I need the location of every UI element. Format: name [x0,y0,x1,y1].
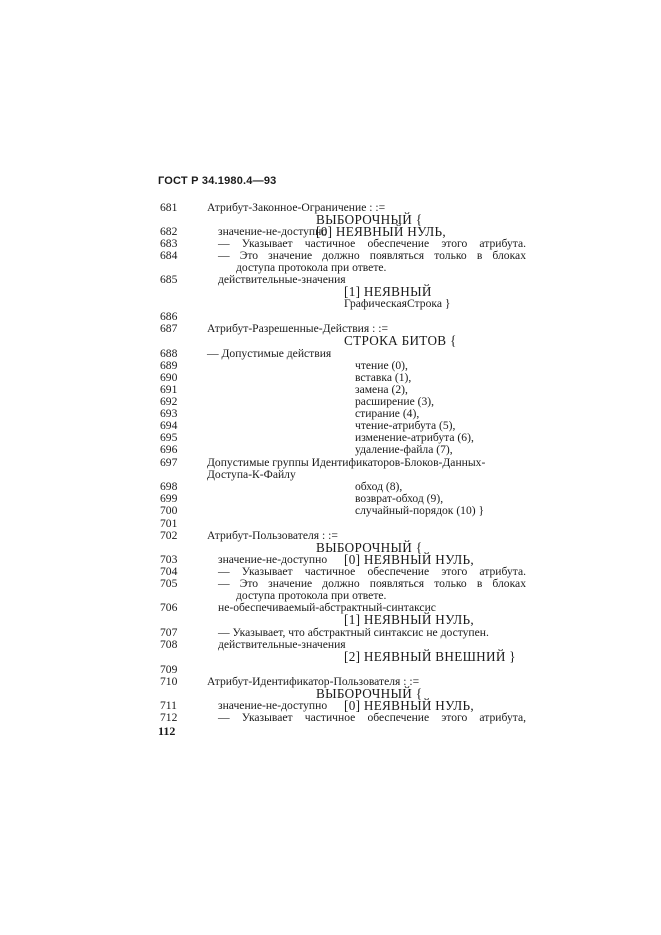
line-text: чтение-атрибута (5), [355,419,456,432]
line-number: 711 [160,699,177,712]
line-text: [0] НЕЯВНЫЙ НУЛЬ, [316,224,446,239]
line-number: 692 [160,395,178,408]
line-number: 691 [160,383,178,396]
line-number: 690 [160,371,178,384]
document-line [0,443,661,456]
line-number: 689 [160,359,178,372]
line-number: 694 [160,419,178,432]
line-number: 683 [160,237,178,250]
page-header: ГОСТ Р 34.1980.4—93 [158,175,277,187]
line-text: ВЫБОРОЧНЫЙ { [316,540,423,555]
line-number: 699 [160,492,178,505]
line-text: Атрибут-Пользователя : := [207,529,338,542]
line-text: — Это значение должно появляться только в блоках [218,577,526,590]
line-text: ВЫБОРОЧНЫЙ { [316,686,423,701]
line-text: доступа протокола при ответе. [236,261,387,274]
line-text: Атрибут-Разрешенные-Действия : := [207,322,388,335]
line-text: ВЫБОРОЧНЫЙ { [316,212,423,227]
line-text: ГрафическаяСтрока } [344,297,451,310]
line-text: значение-не-доступно [218,225,328,238]
line-text: доступа протокола при ответе. [236,589,387,602]
line-number: 697 [160,456,178,469]
line-text: значение-не-доступно [218,699,328,712]
line-text: Допустимые группы Идентификаторов-Блоков-Данных- [207,456,486,469]
line-number: 704 [160,565,178,578]
line-text: действительные-значения [218,273,346,286]
line-text: — Указывает частичное обеспечение этого атрибута, [218,711,526,724]
line-text: Доступа-К-Файлу [207,468,296,481]
line-number: 685 [160,273,178,286]
line-text: вставка (1), [355,371,412,384]
line-text: случайный-порядок (10) } [355,504,485,517]
line-text: удаление-файла (7), [355,443,453,456]
line-text: изменение-атрибута (6), [355,431,474,444]
line-text: обход (8), [355,480,403,493]
line-text: стирание (4), [355,407,420,420]
line-text: возврат-обход (9), [355,492,444,505]
line-text: Атрибут-Идентификатор-Пользователя : := [207,675,420,688]
line-text: Атрибут-Законное-Ограничение : := [207,201,386,214]
line-number: 686 [160,310,178,323]
line-number: 688 [160,347,178,360]
line-number: 700 [160,504,178,517]
line-number: 705 [160,577,178,590]
line-number: 693 [160,407,178,420]
line-number: 707 [160,626,178,639]
document-line [0,297,661,310]
line-text: — Допустимые действия [207,347,332,360]
line-text: чтение (0), [355,359,408,372]
line-text: [1] НЕЯВНЫЙ НУЛЬ, [344,612,474,627]
line-text: [0] НЕЯВНЫЙ НУЛЬ, [344,698,474,713]
line-number: 702 [160,529,178,542]
line-number: 698 [160,480,178,493]
line-text: расширение (3), [355,395,435,408]
line-text: — Это значение должно появляться только в блоках [218,249,526,262]
line-text: — Указывает частичное обеспечение этого атрибута. [218,237,526,250]
document-line [0,504,661,517]
line-number: 681 [160,201,178,214]
line-number: 703 [160,553,178,566]
line-number: 684 [160,249,178,262]
page-number: 112 [158,724,176,738]
line-number: 696 [160,443,178,456]
line-number: 712 [160,711,178,724]
line-text: значение-не-доступно [218,553,328,566]
document-line [0,711,661,724]
line-text: не-обеспечиваемый-абстрактный-синтаксис [218,601,436,614]
line-number: 687 [160,322,178,335]
line-text: СТРОКА БИТОВ { [344,333,457,348]
line-number: 701 [160,517,178,530]
line-number: 709 [160,663,178,676]
line-text: [1] НЕЯВНЫЙ [344,284,432,299]
line-number: 710 [160,675,178,688]
line-number: 708 [160,638,178,651]
line-text: действительные-значения [218,638,346,651]
line-number: 706 [160,601,178,614]
line-text: — Указывает частичное обеспечение этого атрибута. [218,565,526,578]
line-number: 682 [160,225,178,238]
line-text: замена (2), [355,383,408,396]
line-text: [2] НЕЯВНЫЙ ВНЕШНИЙ } [344,649,516,664]
line-text: [0] НЕЯВНЫЙ НУЛЬ, [344,552,474,567]
document-line [0,334,661,347]
line-number: 695 [160,431,178,444]
document-line [0,650,661,663]
line-text: — Указывает, что абстрактный синтаксис не доступен. [218,626,489,639]
document-line [0,613,661,626]
